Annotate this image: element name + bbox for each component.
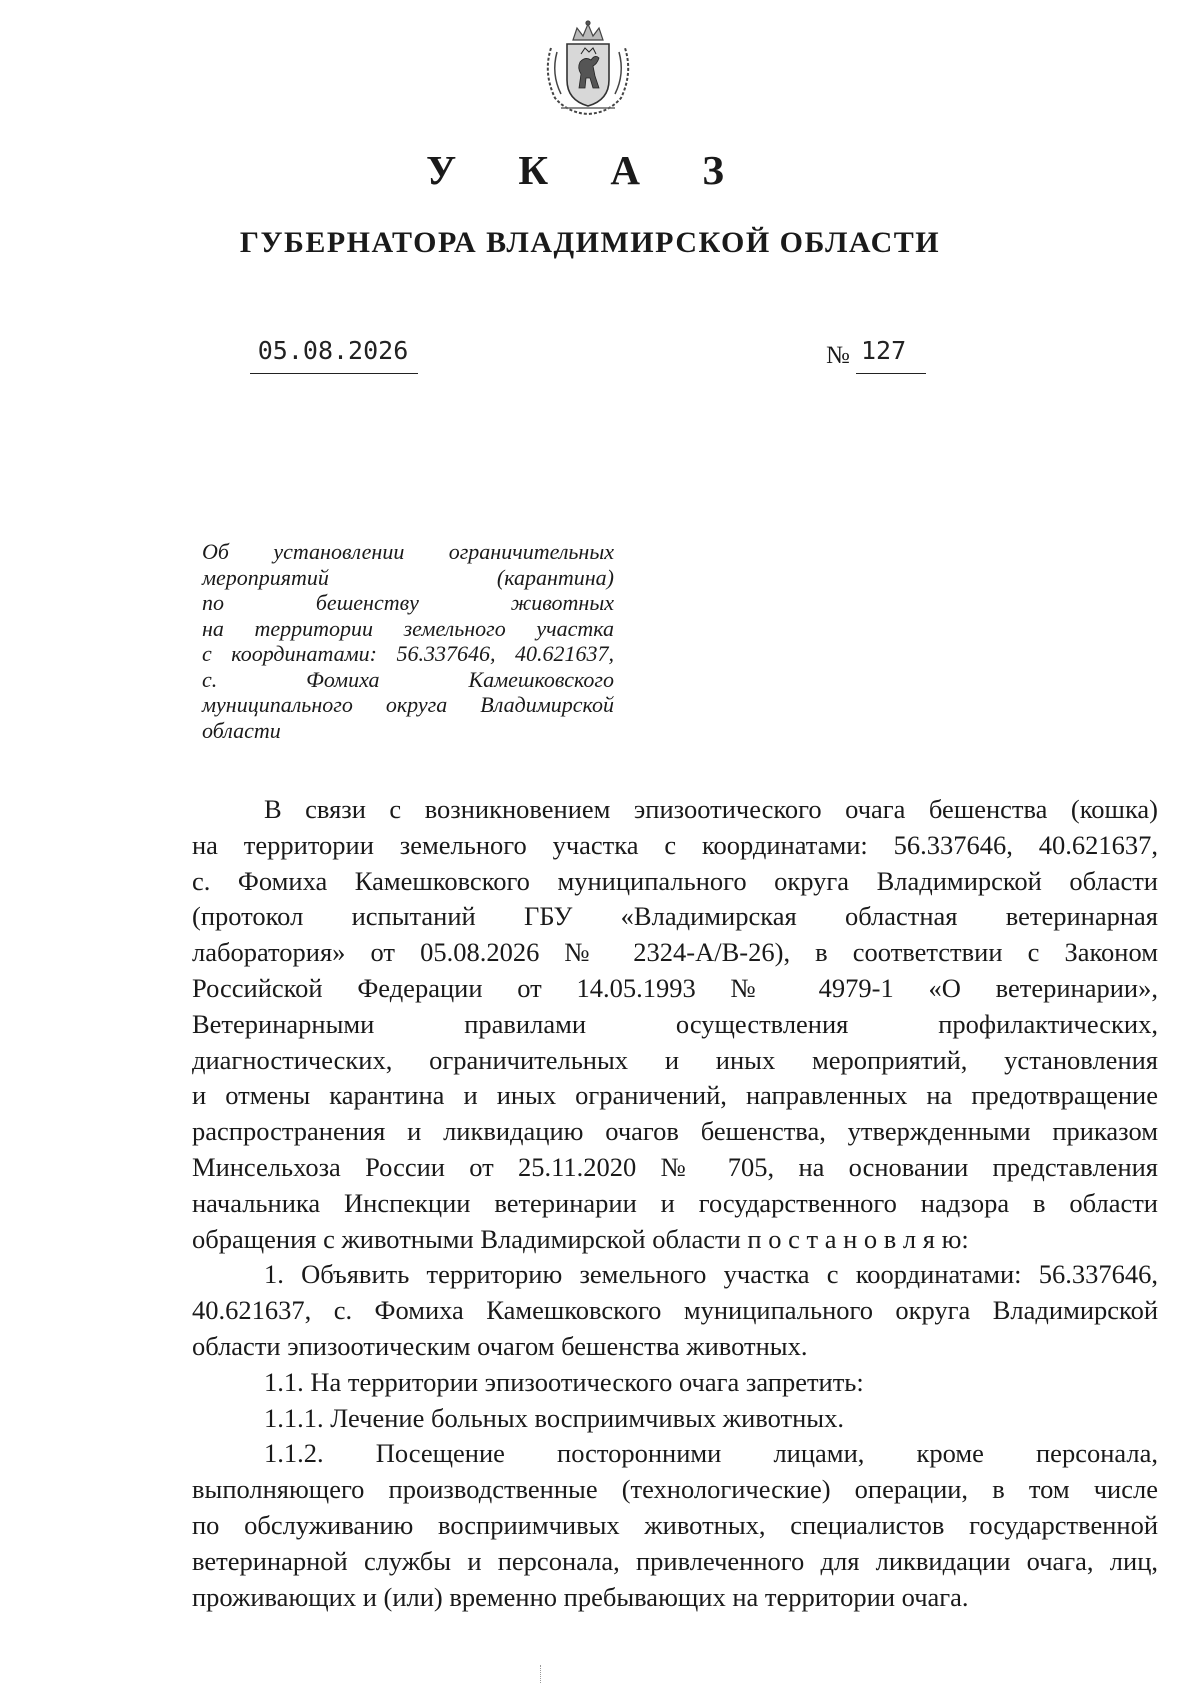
body-line: 1.1.2. Посещение посторонними лицами, кроме персонала, [264,1438,1158,1469]
body-line: по обслуживанию восприимчивых животных, специалистов государственной [192,1509,1158,1540]
subject-line: с координатами: 56.337646, 40.621637, [202,641,614,666]
body-line: проживающих и (или) временно пребывающих на территории очага. [192,1581,969,1612]
subject-line: муниципального округа Владимирской [202,692,614,717]
body-line: с. Фомиха Камешковского муниципального округа Владимирской области [192,865,1158,896]
body-line: 1.1.1. Лечение больных восприимчивых животных. [264,1402,844,1433]
decree-subject [202,539,614,743]
subject-line: мероприятий (карантина) [202,564,614,590]
body-line: на территории земельного участка с координатами: 56.337646, 40.621637, [192,829,1158,860]
body-line: выполняющего производственные (технологические) операции, в том числе [192,1474,1158,1505]
number-underline [856,373,926,374]
body-line: 1.1. На территории эпизоотического очага запретить: [264,1366,864,1397]
subject-line: на территории земельного участка [202,615,614,641]
body-line: области эпизоотическим очагом бешенства животных. [192,1330,808,1361]
body-line: лаборатория» от 05.08.2026 № 2324-А/В-26), в соответствии с Законом [192,937,1158,968]
coat-of-arms-emblem-icon [533,18,643,118]
body-line: Российской Федерации от 14.05.1993 № 4979-1 «О ветеринарии», [192,972,1158,1003]
body-line: и отмены карантина и иных ограничений, направленных на предотвращение [192,1080,1158,1111]
body-line: распространения и ликвидацию очагов бешенства, утвержденными приказом [192,1116,1158,1147]
body-line: В связи с возникновением эпизоотического очага бешенства (кошка) [264,794,1158,824]
date-underline [250,373,418,374]
body-line: обращения с животными Владимирской области п о с т а н о в л я ю: [192,1223,969,1254]
subject-line: с. Фомиха Камешковского [202,666,614,692]
subject-line: по бешенству животных [202,590,614,615]
body-line: начальника Инспекции ветеринарии и государственного надзора в области [192,1187,1158,1218]
issuer-title: ГУБЕРНАТОРА ВЛАДИМИРСКОЙ ОБЛАСТИ [239,226,941,259]
subject-line: области [202,717,281,743]
body-line: Ветеринарными правилами осуществления профилактических, [192,1008,1158,1039]
body-line: (протокол испытаний ГБУ «Владимирская областная ветеринарная [192,901,1158,932]
body-line: Минсельхоза России от 25.11.2020 № 705, на основании представления [192,1151,1158,1182]
page-edge-mark [540,1665,543,1683]
number-sign: № [826,342,850,369]
decree-body [192,792,1158,1615]
body-line: 40.621637, с. Фомиха Камешковского муниципального округа Владимирской [192,1295,1158,1326]
body-line: диагностических, ограничительных и иных мероприятий, установления [192,1044,1158,1075]
body-line: ветеринарной службы и персонала, привлеченного для ликвидации очага, лиц, [192,1545,1158,1576]
decree-date: 05.08.2026 [257,336,409,365]
document-type-title: У К А З [426,147,750,193]
body-line: 1. Объявить территорию земельного участка с координатами: 56.337646, [264,1259,1158,1290]
subject-line: Об установлении ограничительных [202,539,614,564]
decree-number: 127 [861,336,907,365]
